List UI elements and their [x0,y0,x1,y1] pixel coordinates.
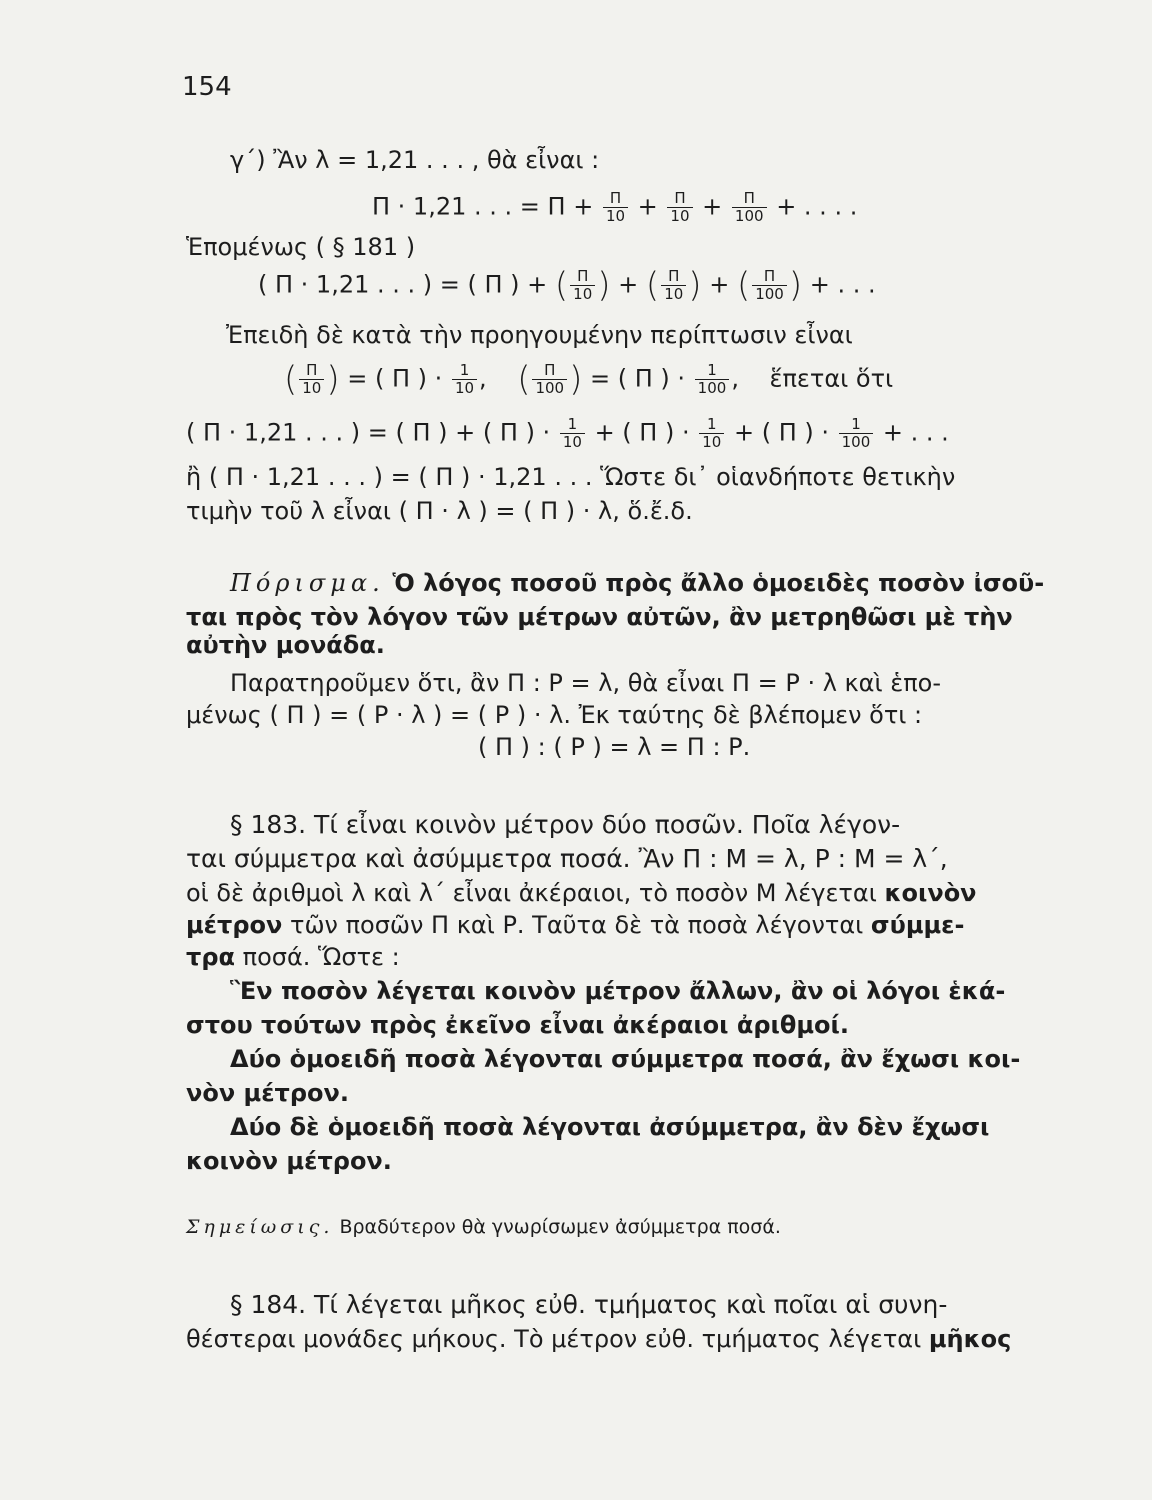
therefore-line: Ἑπομένως ( § 181 ) [186,233,416,261]
equation-1: Π · 1,21 . . . = Π + $\frac{\Pi}{10}$ + $\frac{\Pi}{10}$ + $\frac{\Pi}{100}$ + . . . . [372,189,858,225]
definition-line-6: κοινὸν μέτρον. [186,1147,392,1175]
definition-line-1: Ἓν ποσὸν λέγεται κοινὸν μέτρον ἄλλων, ἂν οἱ λόγοι ἑκά- [230,977,1006,1005]
section-183-line-3: οἱ δὲ ἀριθμοὶ λ καὶ λ΄ εἶναι ἀκέραιοι, τὸ ποσὸν Μ λέγεται κοινὸν [186,879,977,907]
corollary-line-3: αὐτὴν μονάδα. [186,631,385,659]
observation-line-1: Παρατηροῦμεν ὅτι, ἂν Π : Ρ = λ, θὰ εἶναι Π = Ρ · λ καὶ ἑπο- [230,669,942,697]
fraction: $\frac{\Pi}{10}$ [667,190,692,225]
corollary-label: Πόρισμα. [230,569,385,597]
or-line: ἢ ( Π · 1,21 . . . ) = ( Π ) · 1,21 . . . Ὥστε δι᾽ οἱανδήποτε θετικὴν [186,463,956,491]
case-c-intro: γ΄) Ἂν λ = 1,21 . . . , θὰ εἶναι : [230,146,600,174]
section-183-line-2: ται σύμμετρα καὶ ἀσύμμετρα ποσά. Ἂν Π : Μ = λ, Ρ : Μ = λ΄, [186,844,948,873]
definition-line-5: Δύο δὲ ὁμοειδῆ ποσὰ λέγονται ἀσύμμετρα, ἂν δὲν ἔχωσι [230,1113,990,1141]
section-184-line-2: θέστεραι μονάδες μήκους. Τὸ μέτρον εὐθ. τμήματος λέγεται μῆκος [186,1325,1012,1353]
equation-3: ( Π · 1,21 . . . ) = ( Π ) + ( Π ) · $\frac{1}{10}$ + ( Π ) · $\frac{1}{10}$ + ( Π ) · $\frac{1}{100}$ + . . . [186,415,949,451]
value-line: τιμὴν τοῦ λ εἶναι ( Π · λ ) = ( Π ) · λ, ὅ.ἔ.δ. [186,497,693,525]
note-label: Σημείωσις. [186,1216,334,1238]
definition-line-3: Δύο ὁμοειδῆ ποσὰ λέγονται σύμμετρα ποσά, ἂν ἔχωσι κοι- [230,1045,1021,1073]
since-line: Ἐπειδὴ δὲ κατὰ τὴν προηγουμένην περίπτωσιν εἶναι [226,321,853,349]
section-184-heading: § 184. Τί λέγεται μῆκος εὐθ. τμήματος καὶ ποῖαι αἱ συνη- [230,1290,948,1319]
fraction: $\frac{\Pi}{100}$ [732,190,767,225]
equation-relations: ( $\frac{\Pi}{10}$ ) = ( Π ) · $\frac{1}{10}$ , ( $\frac{\Pi}{100}$ ) = ( Π ) · $\frac{1}{100}$ , ἕπεται ὅτι [284,359,894,400]
section-183-heading: § 183. Τί εἶναι κοινὸν μέτρον δύο ποσῶν. Ποῖα λέγον- [230,810,901,839]
fraction: $\frac{\Pi}{10}$ [603,190,628,225]
page-number: 154 [182,72,232,102]
note-line: Σημείωσις. Βραδύτερον θὰ γνωρίσωμεν ἀσύμμετρα ποσά. [186,1216,781,1238]
corollary-line-1: Πόρισμα. Ὁ λόγος ποσοῦ πρὸς ἄλλο ὁμοειδὲς ποσὸν ἰσοῦ- [230,569,1045,597]
definition-line-4: νὸν μέτρον. [186,1079,350,1107]
definition-line-2: στου τούτων πρὸς ἐκεῖνο εἶναι ἀκέραιοι ἀριθμοί. [186,1011,849,1039]
corollary-line-2: ται πρὸς τὸν λόγον τῶν μέτρων αὐτῶν, ἂν μετρηθῶσι μὲ τὴν [186,603,1013,631]
section-183-line-5: τρα ποσά. Ὥστε : [186,943,400,971]
observation-line-3: ( Π ) : ( Ρ ) = λ = Π : Ρ. [478,733,751,761]
observation-line-2: μένως ( Π ) = ( Ρ · λ ) = ( Ρ ) · λ. Ἐκ ταύτης δὲ βλέπομεν ὅτι : [186,701,923,729]
equation-2: ( Π · 1,21 . . . ) = ( Π ) + ( $\frac{\Pi}{10}$ ) + ( $\frac{\Pi}{10}$ ) + ( $\frac{\Pi}{100}$ ) + . . . [258,265,876,306]
section-183-line-4: μέτρον τῶν ποσῶν Π καὶ Ρ. Ταῦτα δὲ τὰ ποσὰ λέγονται σύμμε- [186,911,965,939]
